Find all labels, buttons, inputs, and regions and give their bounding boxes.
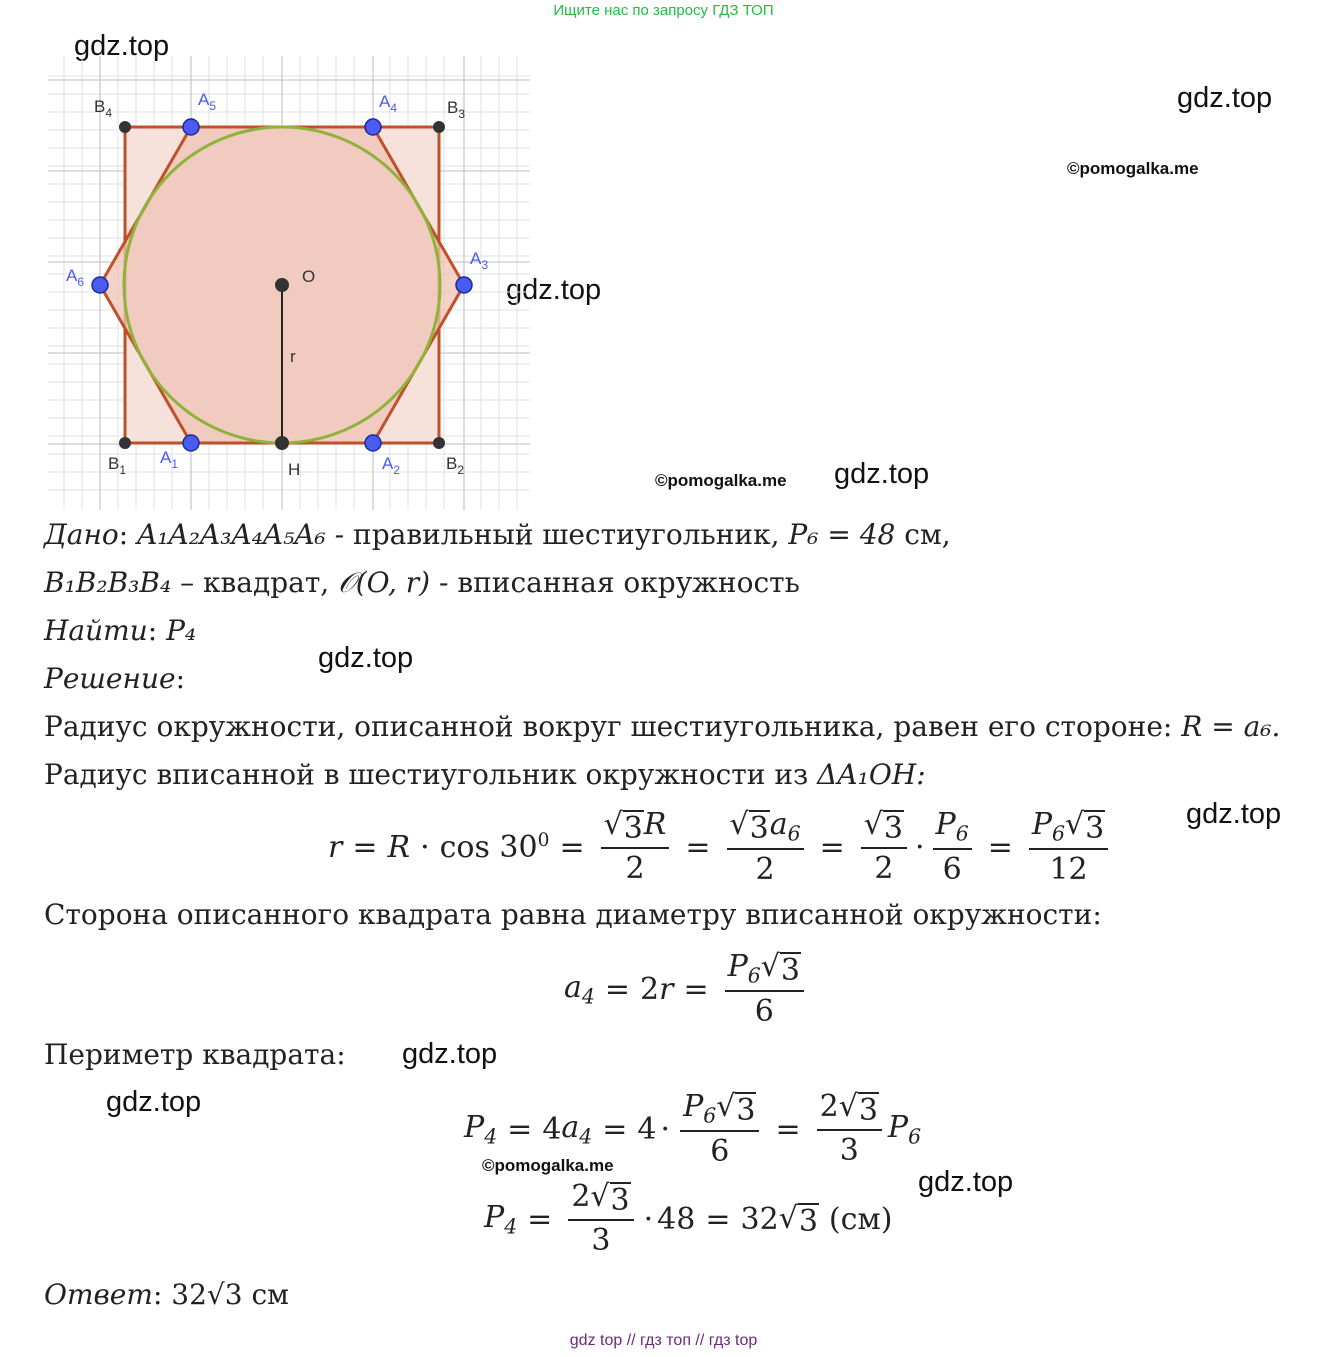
label-h: H xyxy=(288,460,301,479)
formula-a4: $a_4$ = 2 r = $P_6$ √ 3 6 xyxy=(564,950,810,1029)
watermark: gdz.top xyxy=(1177,82,1273,114)
radius-R-formula: R = a₆. xyxy=(1181,710,1281,743)
watermark: gdz.top xyxy=(74,30,170,62)
watermark: gdz.top xyxy=(506,274,602,306)
copyright-label: ©pomogalka.me xyxy=(1067,159,1199,178)
vertex-b4 xyxy=(119,121,131,133)
vertex-a4 xyxy=(365,119,381,135)
answer-line: Ответ: 32√3 см xyxy=(44,1278,289,1311)
formula-r: r = R · $\cos 30^0$ = √ 3 R 2 = √ 3 $a_6$ 2 = √ 3 2 · $\frac{P_6}{6}$ = $P_6$ √ 3 12 xyxy=(328,808,1114,887)
given-line-2 xyxy=(44,566,800,600)
radius-R-text: Радиус окружности, описанной вокруг шестиугольника, равен его стороне: xyxy=(44,710,1182,743)
vertex-a3 xyxy=(456,277,472,293)
formula-p4: $P_4$ = 4 $a_4$ = 4 · $P_6$ √ 3 6 = 2 √ 3 3 $P_6$ xyxy=(464,1089,922,1169)
label-o: O xyxy=(302,267,316,286)
solution-label: Решение xyxy=(44,662,176,695)
label-a3: $A_3$ xyxy=(470,249,489,272)
vertex-b2 xyxy=(433,437,445,449)
radius-r-triangle: ΔA₁OH: xyxy=(817,758,926,791)
footer-links[interactable]: gdz top // гдз топ // гдз top xyxy=(569,1332,758,1349)
vertex-b3 xyxy=(433,121,445,133)
perimeter-line: Периметр квадрата: xyxy=(44,1038,346,1071)
watermark: gdz.top xyxy=(106,1086,202,1118)
search-banner: Ищите нас по запросу ГДЗ ТОП xyxy=(553,2,774,19)
answer-label: Ответ xyxy=(44,1278,153,1311)
label-b4: $B_4$ xyxy=(94,97,113,120)
given-perimeter-unit: см, xyxy=(895,518,951,551)
watermark: gdz.top xyxy=(1186,798,1282,830)
radius-r-line xyxy=(44,758,926,791)
given-circle: 𝒪(O, r) xyxy=(338,566,431,599)
geometry-diagram xyxy=(48,56,530,510)
given-perimeter: P₆ = 48 xyxy=(788,518,896,551)
watermark: gdz.top xyxy=(318,642,414,674)
copyright-label: ©pomogalka.me xyxy=(655,471,787,490)
given-label: Дано xyxy=(44,518,119,551)
find-label: Найти xyxy=(44,614,148,647)
copyright-label: ©pomogalka.me xyxy=(482,1156,614,1175)
vertex-o xyxy=(275,278,289,292)
solution-line: Решение: xyxy=(44,662,185,695)
given-circle-desc: - вписанная окружность xyxy=(430,566,800,599)
vertex-b1 xyxy=(119,437,131,449)
label-b2: $B_2$ xyxy=(446,454,465,477)
answer-unit: см xyxy=(242,1278,289,1311)
vertex-a2 xyxy=(365,435,381,451)
vertex-a6 xyxy=(92,277,108,293)
radius-r-text: Радиус вписанной в шестиугольник окружности из xyxy=(44,758,818,791)
given-square: B₁B₂B₃B₄ xyxy=(44,566,172,599)
label-a4: $A_4$ xyxy=(379,92,398,115)
label-a5: $A_5$ xyxy=(198,90,217,113)
vertex-h xyxy=(275,436,289,450)
label-a2: $A_2$ xyxy=(382,454,401,477)
vertex-a1 xyxy=(183,435,199,451)
watermark: gdz.top xyxy=(402,1038,498,1070)
given-square-desc: – квадрат, xyxy=(171,566,339,599)
given-line-1: Дано: A₁A₂A₃A₄A₅A₆ - правильный шестиугольник, P₆ = 48 см, xyxy=(44,518,951,551)
watermark: gdz.top xyxy=(834,458,930,490)
label-a1: $A_1$ xyxy=(160,448,179,471)
vertex-a5 xyxy=(183,119,199,135)
label-b3: $B_3$ xyxy=(447,98,466,121)
side-line: Сторона описанного квадрата равна диаметру вписанной окружности: xyxy=(44,898,1102,931)
find-line: Найти: P₄ xyxy=(44,614,197,647)
watermark: gdz.top xyxy=(918,1166,1014,1198)
label-b1: $B_1$ xyxy=(108,454,127,477)
label-r: r xyxy=(290,347,296,366)
formula-p4-value: $P_4$ = 2 √ 3 3 · 48 = 32 √ 3 (см) xyxy=(484,1179,893,1258)
find-value: P₄ xyxy=(166,614,197,647)
answer-value: 32√3 xyxy=(171,1278,243,1311)
given-hexagon-desc: - правильный шестиугольник, xyxy=(325,518,789,551)
label-a6: $A_6$ xyxy=(66,266,85,289)
radius-R-line xyxy=(44,710,1280,743)
given-hexagon: A₁A₂A₃A₄A₅A₆ xyxy=(137,518,326,551)
